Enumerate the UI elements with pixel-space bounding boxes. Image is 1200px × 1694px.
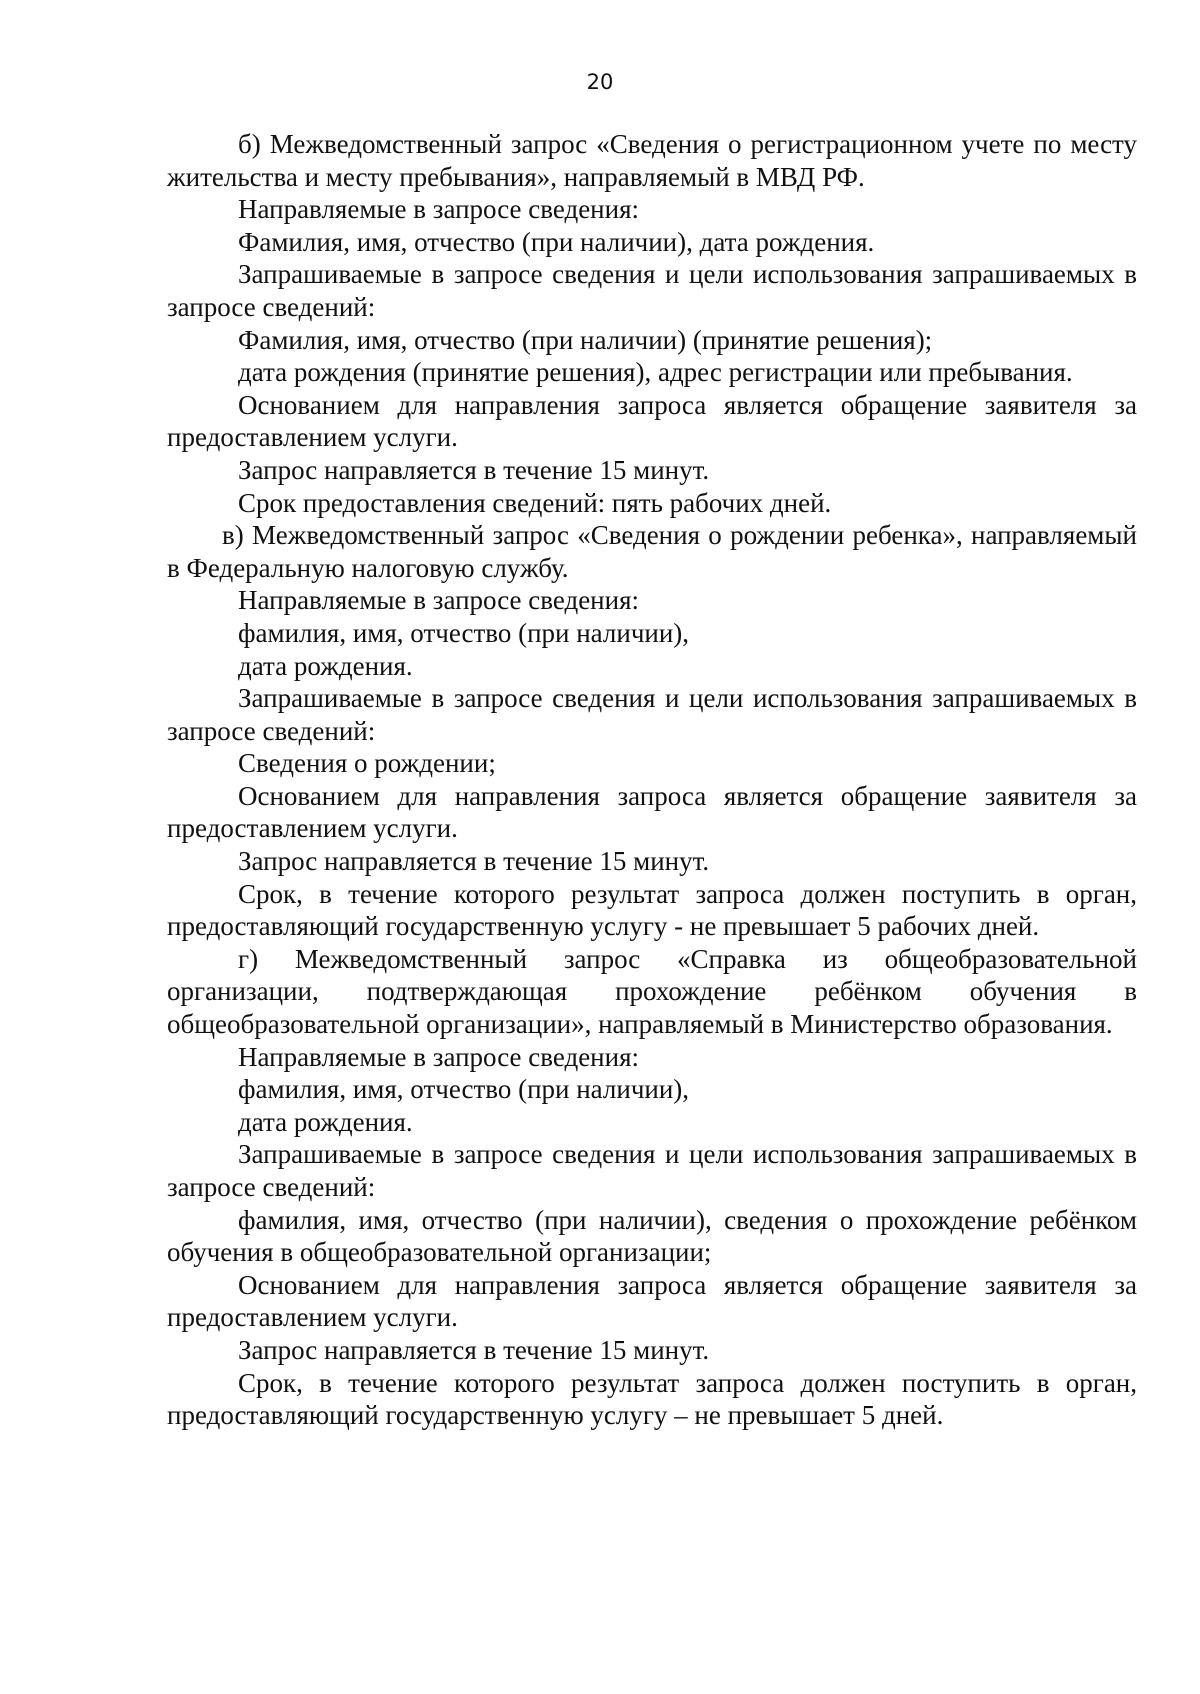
paragraph-sent-data: дата рождения. — [238, 1106, 413, 1137]
paragraph-sent-data-label: Направляемые в запросе сведения: — [238, 194, 639, 225]
paragraph-requested-data: Фамилия, имя, отчество (при наличии) (принятие решения); — [238, 324, 933, 355]
page-number: 20 — [586, 70, 614, 94]
paragraph-deadline: Срок предоставления сведений: пять рабочих дней. — [238, 487, 832, 518]
paragraph-sent-data-label: Направляемые в запросе сведения: — [238, 1041, 639, 1072]
paragraph-sent-data-label: Направляемые в запросе сведения: — [238, 585, 639, 616]
paragraph-deadline: Срок, в течение которого результат запроса должен поступить в орган, предоставляющий государственную услугу – не превышает 5 дней. — [167, 1367, 1137, 1431]
paragraph-requested-data: Сведения о рождении; — [238, 748, 496, 779]
paragraph-send-time: Запрос направляется в течение 15 минут. — [238, 846, 710, 877]
paragraph-sent-data: фамилия, имя, отчество (при наличии), — [238, 1074, 690, 1105]
paragraph-requested-data: фамилия, имя, отчество (при наличии), сведения о прохождение ребёнком обучения в общеобразовательной организации; — [167, 1204, 1137, 1268]
document-body — [167, 128, 1137, 1432]
paragraph-basis: Основанием для направления запроса является обращение заявителя за предоставлением услуги. — [167, 1269, 1137, 1333]
paragraph-sent-data: дата рождения. — [238, 650, 413, 681]
paragraph-deadline: Срок, в течение которого результат запроса должен поступить в орган, предоставляющий государственную услугу - не превышает 5 рабочих дней. — [167, 878, 1137, 942]
paragraph-requested-data-label: Запрашиваемые в запросе сведения и цели использования запрашиваемых в запросе сведений: — [167, 683, 1137, 746]
paragraph-basis: Основанием для направления запроса является обращение заявителя за предоставлением услуги. — [167, 780, 1137, 844]
paragraph-sent-data: фамилия, имя, отчество (при наличии), — [238, 617, 690, 648]
paragraph-send-time: Запрос направляется в течение 15 минут. — [238, 1334, 710, 1365]
paragraph-requested-data: дата рождения (принятие решения), адрес регистрации или пребывания. — [238, 357, 1073, 388]
paragraph-basis: Основанием для направления запроса является обращение заявителя за предоставлением услуги. — [167, 389, 1137, 453]
paragraph-sent-data: Фамилия, имя, отчество (при наличии), дата рождения. — [238, 226, 875, 257]
paragraph-request-g-title: г) Межведомственный запрос «Справка из общеобразовательной организации, подтверждающая прохождение ребёнком обучения в общеобразовательной организации», направляемый в Министерство образования. — [167, 943, 1137, 1040]
paragraph-request-b-title: б) Межведомственный запрос «Сведения о регистрационном учете по месту жительства и месту пребывания», направляемый в МВД РФ. — [167, 129, 1137, 192]
paragraph-requested-data-label: Запрашиваемые в запросе сведения и цели использования запрашиваемых в запросе сведений: — [167, 259, 1137, 322]
paragraph-requested-data-label: Запрашиваемые в запросе сведения и цели использования запрашиваемых в запросе сведений: — [167, 1139, 1137, 1202]
paragraph-request-v-title: в) Межведомственный запрос «Сведения о рождении ребенка», направляемый в Федеральную налоговую службу. — [167, 520, 1137, 583]
paragraph-send-time: Запрос направляется в течение 15 минут. — [238, 454, 710, 485]
